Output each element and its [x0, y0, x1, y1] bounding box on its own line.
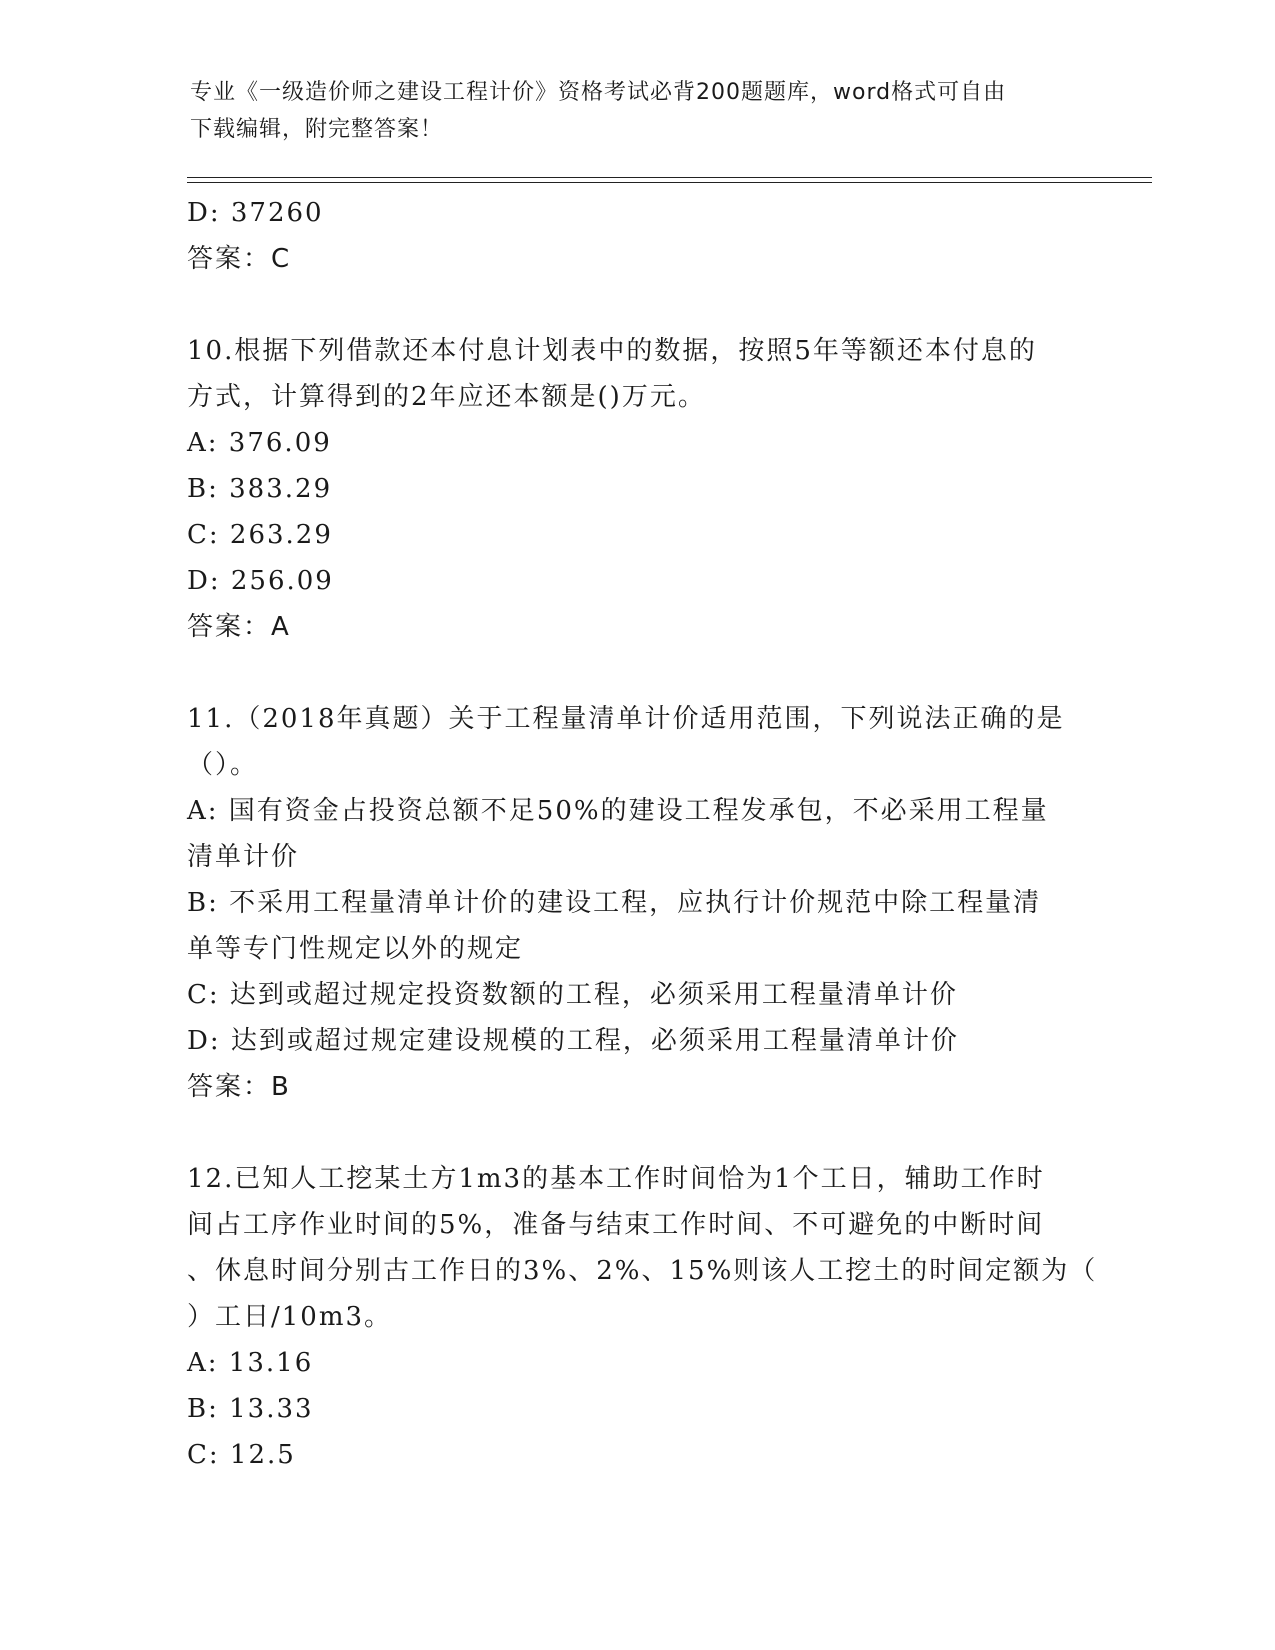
- question-11-option-d: D: 达到或超过规定建设规模的工程，必须采用工程量清单计价: [187, 1026, 959, 1056]
- question-10-option-c: C: 263.29: [187, 520, 333, 550]
- question-11-option-c: C: 达到或超过规定投资数额的工程，必须采用工程量清单计价: [187, 980, 958, 1010]
- question-12-option-a: A: 13.16: [187, 1348, 314, 1378]
- question-11-option-b-1: B: 不采用工程量清单计价的建设工程，应执行计价规范中除工程量清: [187, 888, 1042, 918]
- question-12-option-c: C: 12.5: [187, 1440, 296, 1470]
- question-12-text-4: ）工日/10m3。: [187, 1302, 393, 1332]
- question-12: [187, 1156, 1098, 1478]
- prev-option-d: D: 37260: [187, 198, 324, 228]
- question-10: [187, 328, 1087, 650]
- question-11-option-a-2: 清单计价: [187, 842, 300, 872]
- question-12-text-1: 12.已知人工挖某土方1m3的基本工作时间恰为1个工日，辅助工作时: [187, 1164, 1045, 1194]
- question-10-option-a: A: 376.09: [187, 428, 332, 458]
- question-11: [187, 696, 1087, 1110]
- prev-answer: 答案：C: [187, 244, 292, 274]
- question-10-option-b: B: 383.29: [187, 474, 333, 504]
- question-content: [187, 190, 1098, 1478]
- spacer: [187, 1110, 1087, 1156]
- question-12-option-b: B: 13.33: [187, 1394, 314, 1424]
- question-12-text-3: 、休息时间分别古工作日的3%、2%、15%则该人工挖土的时间定额为（: [187, 1256, 1098, 1286]
- question-10-text-1: 10.根据下列借款还本付息计划表中的数据，按照5年等额还本付息的: [187, 336, 1037, 366]
- question-11-text-2: （）。: [187, 750, 259, 780]
- spacer: [187, 650, 1087, 696]
- question-11-option-a-1: A: 国有资金占投资总额不足50%的建设工程发承包，不必采用工程量: [187, 796, 1049, 826]
- spacer: [187, 282, 1087, 328]
- question-10-answer: 答案：A: [187, 612, 291, 642]
- question-10-option-d: D: 256.09: [187, 566, 334, 596]
- question-11-option-b-2: 单等专门性规定以外的规定: [187, 934, 524, 964]
- header-line-2: 下载编辑，附完整答案！: [190, 117, 444, 142]
- question-11-text-1: 11.（2018年真题）关于工程量清单计价适用范围，下列说法正确的是: [187, 704, 1065, 734]
- header-line-1: 专业《一级造价师之建设工程计价》资格考试必背200题题库，word格式可自由: [190, 80, 1007, 105]
- question-11-answer: 答案：B: [187, 1072, 291, 1102]
- page-header: [190, 74, 1090, 148]
- question-12-text-2: 间占工序作业时间的5%，准备与结束工作时间、不可避免的中断时间: [187, 1210, 1045, 1240]
- question-10-text-2: 方式，计算得到的2年应还本额是()万元。: [187, 382, 706, 412]
- header-divider-bottom: [187, 182, 1152, 183]
- header-divider-top: [187, 177, 1152, 178]
